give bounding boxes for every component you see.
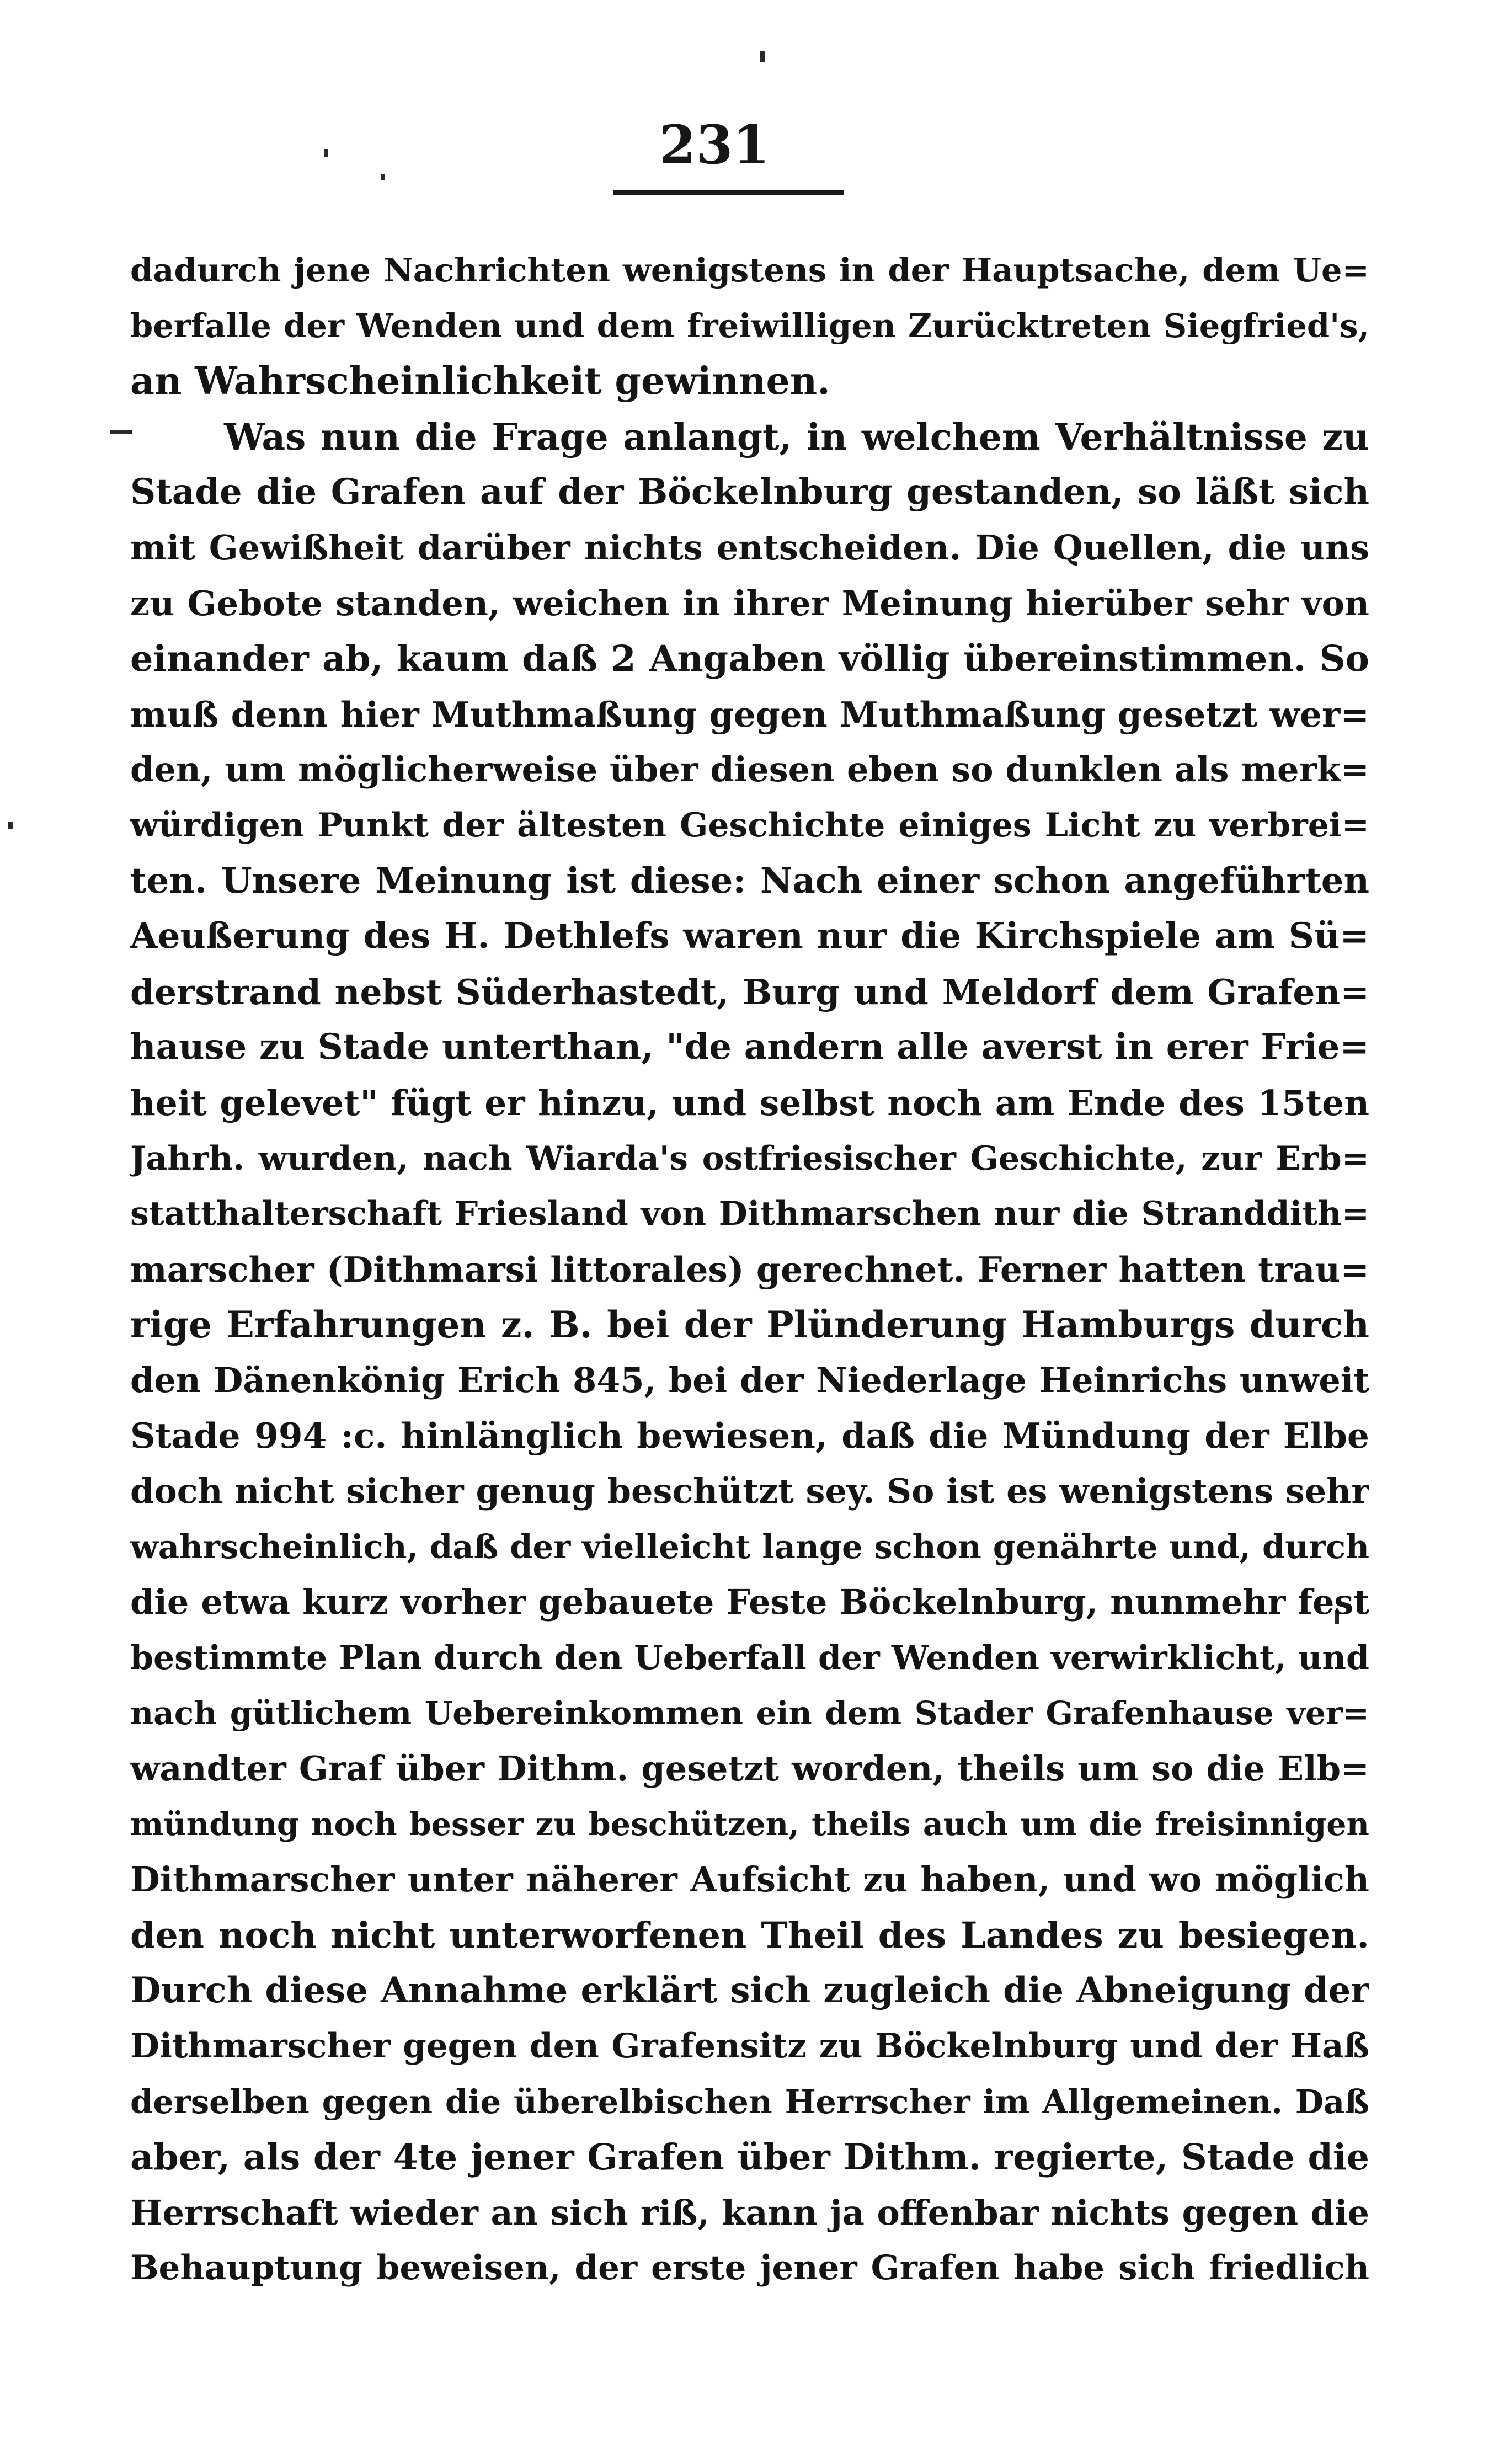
text-line: rige Erfahrungen z. B. bei der Plünderung Hamburgs durch bbox=[130, 1303, 1369, 1347]
text-line: muß denn hier Muthmaßung gegen Muthmaßung gesetzt wer= bbox=[130, 694, 1369, 735]
text-line: marscher (Dithmarsi littorales) gerechnet. Ferner hatten trau= bbox=[130, 1249, 1369, 1290]
text-line: einander ab, kaum daß 2 Angaben völlig übereinstimmen. So bbox=[130, 638, 1369, 680]
text-line: heit gelevet" fügt er hinzu, und selbst noch am Ende des 15ten bbox=[130, 1082, 1369, 1123]
text-line: Durch diese Annahme erklärt sich zugleich die Abneigung der bbox=[130, 1970, 1369, 2012]
text-line: hause zu Stade unterthan, "de andern alle averst in erer Frie= bbox=[130, 1026, 1369, 1068]
text-line: Jahrh. wurden, nach Wiarda's ostfriesischer Geschichte, zur Erb= bbox=[130, 1139, 1369, 1178]
text-line: nach gütlichem Uebereinkommen ein dem Stader Grafenhause ver= bbox=[130, 1694, 1369, 1732]
text-line: doch nicht sicher genug beschützt sey. So ist es wenigstens sehr bbox=[130, 1471, 1369, 1512]
paragraph-start-line: Was nun die Frage anlangt, in welchem Verhältnisse zu bbox=[224, 415, 1369, 458]
text-line: Aeußerung des H. Dethlefs waren nur die Kirchspiele am Sü= bbox=[130, 915, 1369, 957]
scan-speck bbox=[110, 430, 132, 434]
scan-speck bbox=[324, 149, 328, 157]
text-line: Stade die Grafen auf der Böckelnburg gestanden, so läßt sich bbox=[130, 471, 1369, 513]
text-line: statthalterschaft Friesland von Dithmarschen nur die Stranddith= bbox=[130, 1194, 1369, 1234]
body-text bbox=[130, 243, 1369, 2296]
text-line: den noch nicht unterworfenen Theil des Landes zu besiegen. bbox=[130, 1914, 1369, 1956]
text-line: aber, als der 4te jener Grafen über Dithm. regierte, Stade die bbox=[130, 2136, 1369, 2179]
text-line: Stade 994 :c. hinlänglich bewiesen, daß die Mündung der Elbe bbox=[130, 1415, 1369, 1457]
text-line: den, um möglicherweise über diesen eben so dunklen als merk= bbox=[130, 749, 1369, 790]
page-number: 231 bbox=[659, 114, 770, 176]
text-line: Dithmarscher unter näherer Aufsicht zu haben, und wo möglich bbox=[130, 1859, 1369, 1900]
scan-speck bbox=[760, 51, 765, 62]
text-line: bestimmte Plan durch den Ueberfall der Wenden verwirklicht, und bbox=[130, 1638, 1369, 1677]
text-line: derselben gegen die überelbischen Herrscher im Allgemeinen. Daß bbox=[130, 2082, 1369, 2121]
text-line: wandter Graf über Dithm. gesetzt worden, theils um so die Elb= bbox=[130, 1748, 1369, 1789]
text-line: mit Gewißheit darüber nichts entscheiden. Die Quellen, die uns bbox=[130, 527, 1369, 568]
text-line: derstrand nebst Süderhastedt, Burg und Meldorf dem Grafen= bbox=[130, 971, 1369, 1012]
text-line: Behauptung beweisen, der erste jener Grafen habe sich friedlich bbox=[130, 2248, 1369, 2288]
text-line: Herrschaft wieder an sich riß, kann ja offenbar nichts gegen die bbox=[130, 2192, 1369, 2233]
text-line: die etwa kurz vorher gebauete Feste Böckelnburg, nunmehr fest bbox=[130, 1582, 1369, 1623]
text-line: wahrscheinlich, daß der vielleicht lange schon genährte und, durch bbox=[130, 1527, 1369, 1566]
text-line: zu Gebote standen, weichen in ihrer Meinung hierüber sehr von bbox=[130, 583, 1369, 623]
text-line: dadurch jene Nachrichten wenigstens in der Hauptsache, dem Ue= bbox=[130, 251, 1369, 289]
text-line: würdigen Punkt der ältesten Geschichte einiges Licht zu verbrei= bbox=[130, 806, 1369, 845]
text-line: den Dänenkönig Erich 845, bei der Niederlage Heinrichs unweit bbox=[130, 1359, 1369, 1400]
text-line: an Wahrscheinlichkeit gewinnen. bbox=[130, 359, 830, 404]
text-line: mündung noch besser zu beschützen, theils auch um die freisinnigen bbox=[130, 1805, 1369, 1843]
text-line: berfalle der Wenden und dem freiwilligen Zurücktreten Siegfried's, bbox=[130, 306, 1369, 345]
text-line: Dithmarscher gegen den Grafensitz zu Böckelnburg und der Haß bbox=[130, 2026, 1369, 2066]
text-line: ten. Unsere Meinung ist diese: Nach einer schon angeführten bbox=[130, 860, 1369, 902]
scan-speck bbox=[8, 822, 13, 829]
scan-speck bbox=[381, 174, 385, 180]
header-rule bbox=[613, 190, 844, 195]
